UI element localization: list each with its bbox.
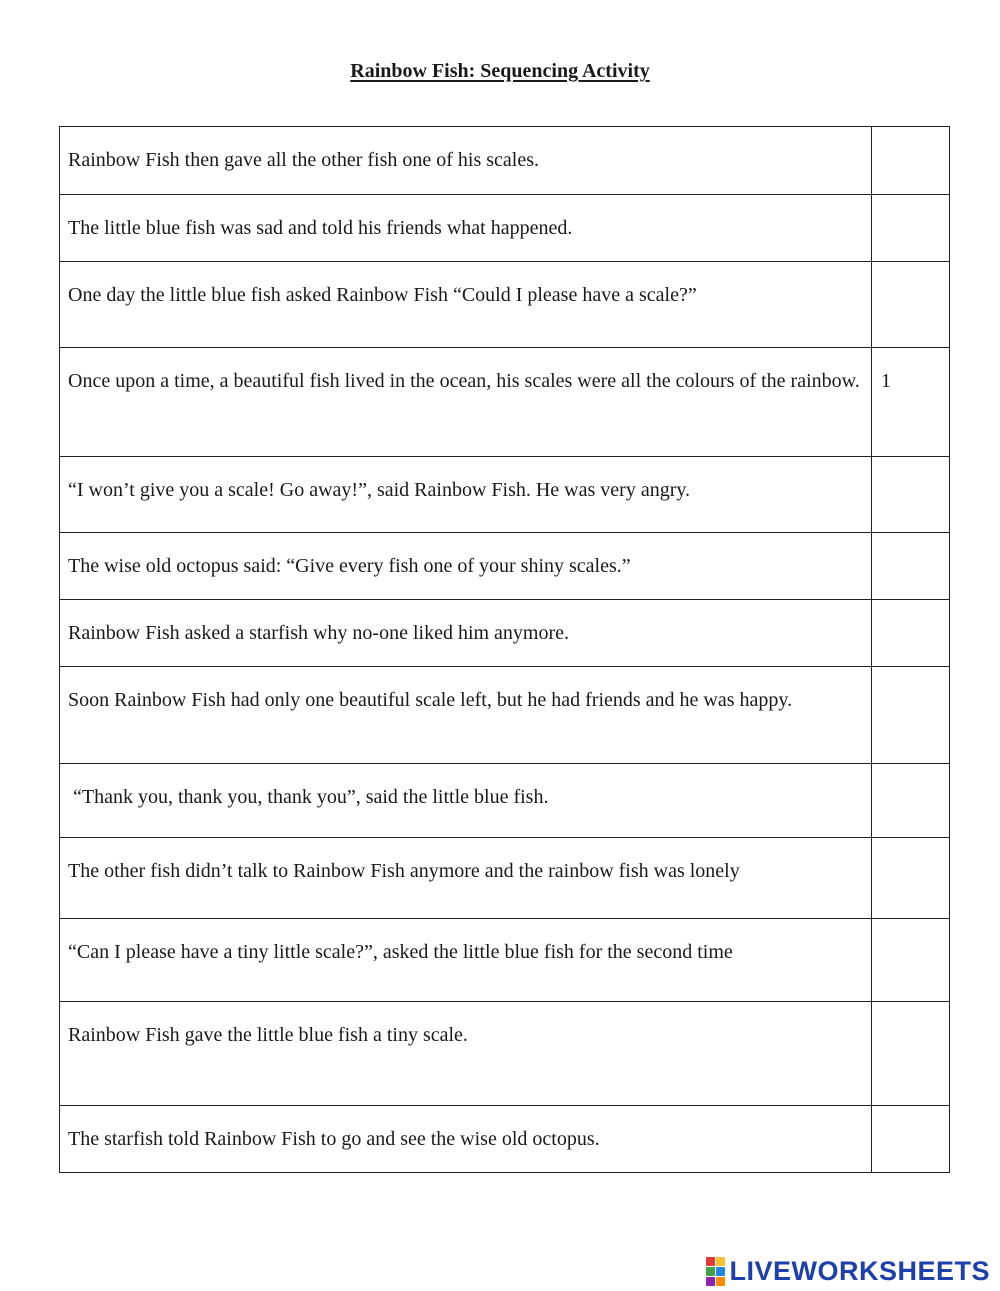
sentence-cell: One day the little blue fish asked Rainbow Fish “Could I please have a scale?” [60, 262, 872, 348]
sentence-cell: “I won’t give you a scale! Go away!”, said Rainbow Fish. He was very angry. [60, 457, 872, 533]
table-row [60, 838, 950, 919]
number-cell[interactable] [872, 127, 950, 195]
sentence-cell: Soon Rainbow Fish had only one beautiful scale left, but he had friends and he was happy. [60, 667, 872, 764]
table-row [60, 457, 950, 533]
table-row [60, 1002, 950, 1106]
liveworksheets-logo-icon [706, 1257, 725, 1286]
sentence-cell: Once upon a time, a beautiful fish lived in the ocean, his scales were all the colours of the rainbow. [60, 348, 872, 457]
table-row [60, 348, 950, 457]
liveworksheets-brand [706, 1256, 990, 1287]
sentence-cell: The other fish didn’t talk to Rainbow Fish anymore and the rainbow fish was lonely [60, 838, 872, 919]
number-cell[interactable] [872, 262, 950, 348]
number-cell[interactable] [872, 195, 950, 262]
sentence-cell: The wise old octopus said: “Give every fish one of your shiny scales.” [60, 533, 872, 600]
table-row [60, 262, 950, 348]
number-cell[interactable] [872, 764, 950, 838]
sentence-cell: Rainbow Fish gave the little blue fish a tiny scale. [60, 1002, 872, 1106]
number-cell[interactable]: 1 [872, 348, 950, 457]
number-cell[interactable] [872, 600, 950, 667]
number-cell[interactable] [872, 1002, 950, 1106]
table-row [60, 667, 950, 764]
table-row [60, 127, 950, 195]
brand-name: LIVEWORKSHEETS [729, 1256, 990, 1286]
table-row [60, 764, 950, 838]
sentence-cell: The little blue fish was sad and told his friends what happened. [60, 195, 872, 262]
sentence-cell: “Thank you, thank you, thank you”, said the little blue fish. [60, 764, 872, 838]
number-cell[interactable] [872, 838, 950, 919]
number-cell[interactable] [872, 533, 950, 600]
sentence-cell: Rainbow Fish then gave all the other fish one of his scales. [60, 127, 872, 195]
sequencing-table [59, 126, 950, 1173]
number-cell[interactable] [872, 457, 950, 533]
table-row [60, 195, 950, 262]
number-cell[interactable] [872, 919, 950, 1002]
table-row [60, 533, 950, 600]
sentence-cell: The starfish told Rainbow Fish to go and see the wise old octopus. [60, 1106, 872, 1173]
table-row [60, 919, 950, 1002]
table-row [60, 600, 950, 667]
table-row [60, 1106, 950, 1173]
sentence-cell: Rainbow Fish asked a starfish why no-one liked him anymore. [60, 600, 872, 667]
sentence-cell: “Can I please have a tiny little scale?”, asked the little blue fish for the second time [60, 919, 872, 1002]
number-cell[interactable] [872, 1106, 950, 1173]
number-cell[interactable] [872, 667, 950, 764]
page-title: Rainbow Fish: Sequencing Activity [350, 60, 650, 82]
